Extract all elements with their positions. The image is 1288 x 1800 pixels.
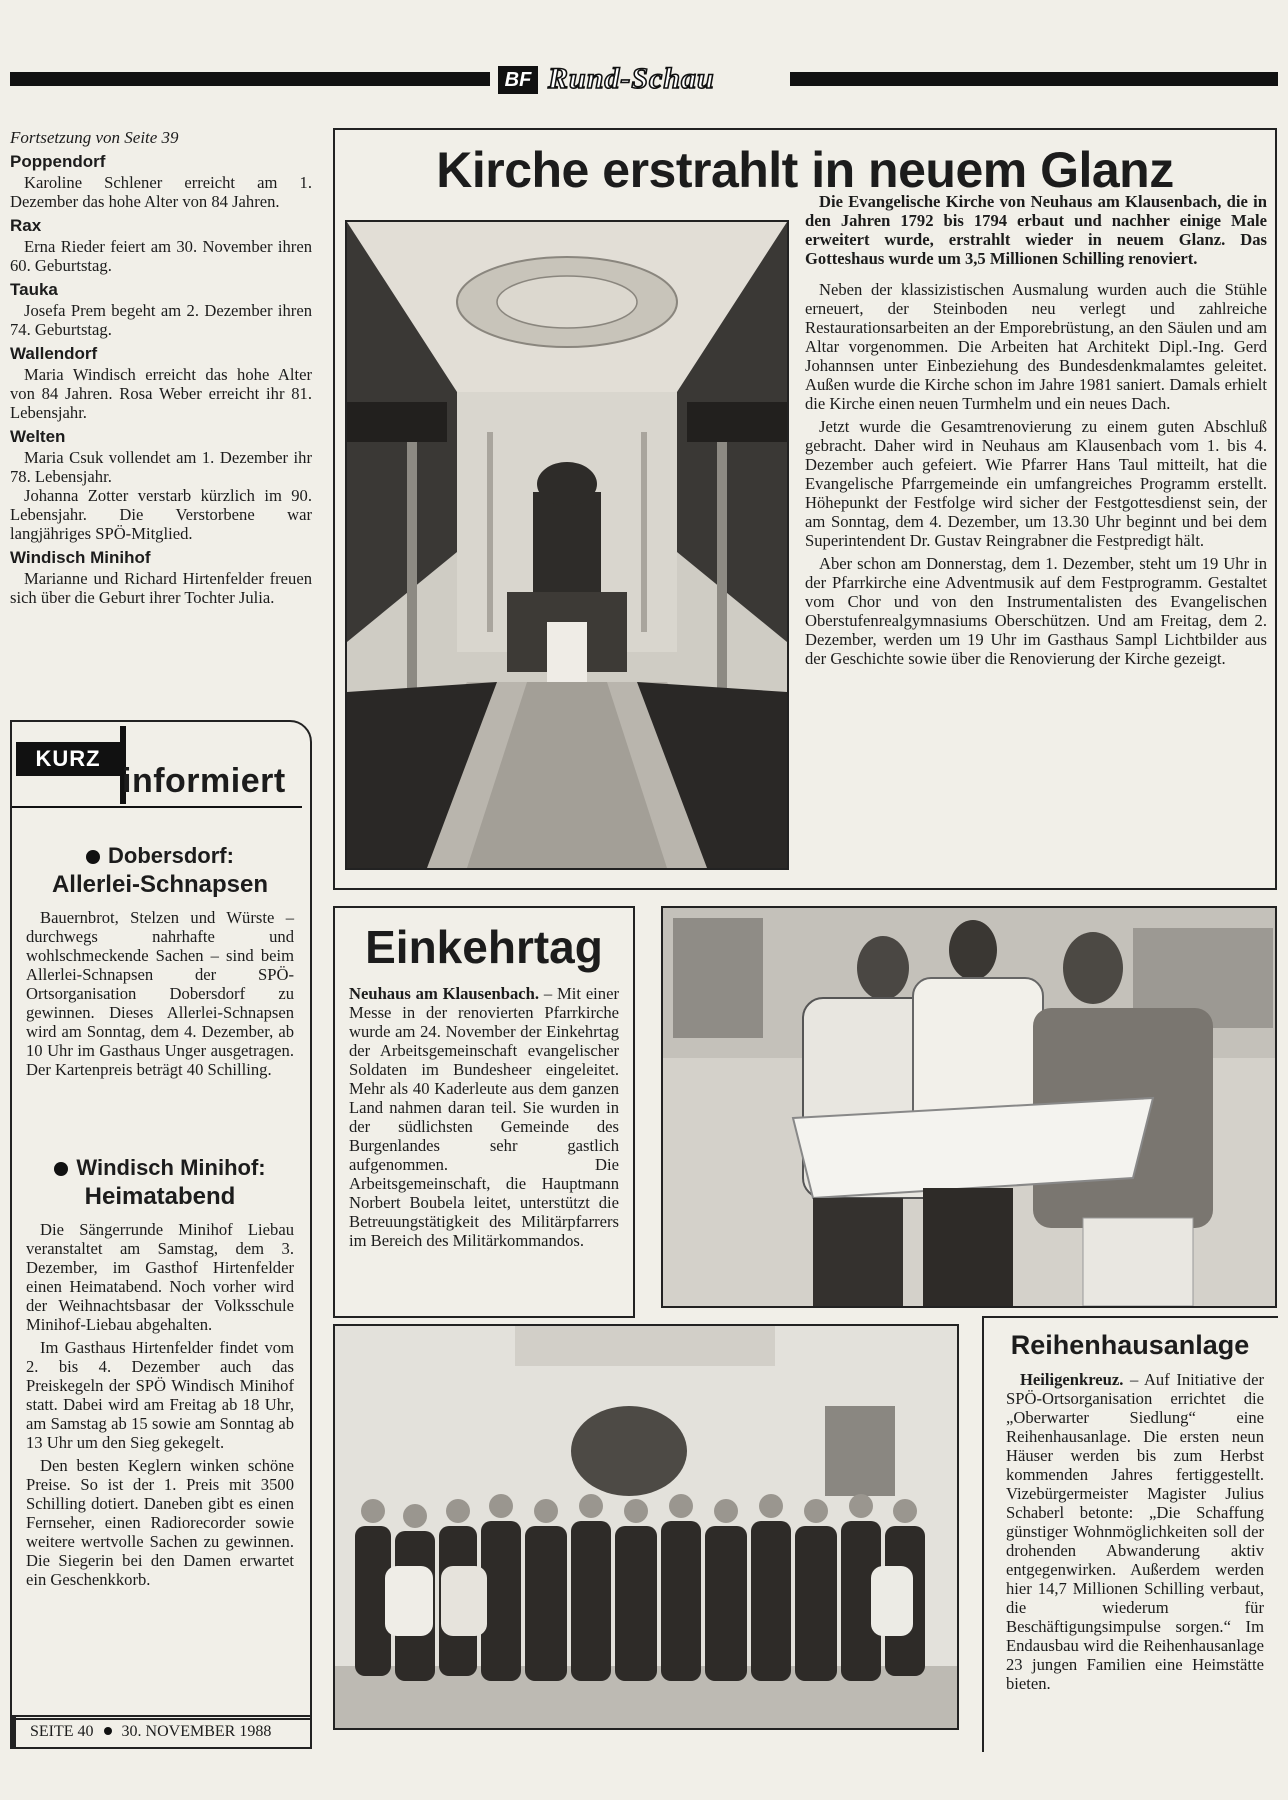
kurz-item-1 (26, 842, 294, 1079)
header-rule-right (790, 72, 1278, 86)
reihenhaus-headline: Reihenhausanlage (1010, 1330, 1250, 1360)
kirche-article-box (333, 128, 1277, 890)
place-heading: Wallendorf (10, 344, 98, 363)
einkehrtag-headline: Einkehrtag (365, 921, 603, 973)
header-rule-left (10, 72, 490, 86)
men-reading-plan-photo (661, 906, 1277, 1308)
place-heading: Windisch Minihof (10, 548, 151, 567)
kirche-headline: Kirche erstrahlt in neuem Glanz (436, 142, 1174, 198)
kirche-lead: Die Evangelische Kirche von Neuhaus am Klausenbach, die in den Jahren 1792 bis 1794 erbaut und nachher einige Male erweitert wurde, erstrahlt wieder in neuem Glanz. Das Gotteshaus wurde um 3,5 Millionen Schilling renoviert. (805, 192, 1267, 268)
reihenhaus-article-box (982, 1316, 1278, 1752)
einkehrtag-text (349, 984, 619, 1250)
birthday-entry: Maria Csuk vollendet am 1. Dezember ihr 78. Lebensjahr. (10, 448, 312, 486)
birthday-entry: Josefa Prem begeht am 2. Dezember ihren 74. Geburtstag. (10, 301, 312, 339)
item-heading: Heimatabend (84, 1183, 236, 1210)
birthday-entry: Maria Windisch erreicht das hohe Alter von 84 Jahren. Rosa Weber erreicht ihr 81. Lebensjahr. (10, 365, 312, 422)
place-heading: Welten (10, 427, 66, 446)
header-logo (496, 64, 788, 98)
kirche-paragraph: Neben der klassizistischen Ausmalung wurden auch die Stühle erneuert, der Steinboden neu verlegt und zahlreiche Restaurationsarbeiten an der Emporebrüstung, an den Säulen und am Altar vorgenommen. Die Arbeiten hat Architekt Dipl.-Ing. Gerd Johannsen unter Einbeziehung des Bundesdenkmalamtes geleitet. Außen wurde die Kirche schon im Jahre 1981 saniert. Damals erhielt die Kirche einen neuen Turmhelm und ein neues Dach. (805, 280, 1267, 413)
item-text: Im Gasthaus Hirtenfelder findet vom 2. bis 4. Dezember auch das Preiskegeln der SPÖ Windisch Minihof statt. Dabei wird am Freitag ab 18 Uhr, am Samstag ab 15 sowie am Sonntag ab 13 Uhr um den Sieg gekegelt. (26, 1338, 294, 1452)
logo-bf: BF (498, 66, 538, 94)
einkehrtag-article-box (333, 906, 635, 1318)
birthday-entry: Erna Rieder feiert am 30. November ihren 60. Geburtstag. (10, 237, 312, 275)
group-photo-soldiers (333, 1324, 959, 1730)
birthday-entry: Karoline Schlener erreicht am 1. Dezember das hohe Alter von 84 Jahren. (10, 173, 312, 211)
kirche-paragraph: Jetzt wurde die Gesamtrenovierung zu einem guten Abschluß gebracht. Daher wird in Neuhaus am Klausenbach vom 1. bis 4. Dezember auch gefeiert. Wie Pfarrer Hans Taul mitteilt, hat die Evangelische Pfarrgemeinde ein umfangreiches Programm erstellt. Höhepunkt der Festfolge wird sicher der Festgottesdienst sein, der am Sonntag, dem 4. Dezember, um 13.30 Uhr beginnt und bei dem Superintendent Dr. Gustav Reingrabner die Festpredigt hält. (805, 417, 1267, 550)
church-interior-illustration (347, 222, 787, 868)
place-heading: Poppendorf (10, 152, 106, 171)
reihenhaus-body: – Auf Initiative der SPÖ-Ortsorganisation errichtet die „Oberwarter Siedlung“ eine Reihenhausanlage. Die ersten neun Häuser werden bis zum Herbst kommenden Jahres fertiggestellt. Vizebürgermeister Magister Julius Schaberl betonte: „Die Schaffung günstiger Wohnmöglichkeiten soll der drohenden Abwanderung aktiv entgegenwirken. Außerdem werden hier 14,7 Millionen Schilling verbaut, die wiederum für Beschäftigungsimpulse sorgen.“ Im Endausbau wird die Reihenhausanlage 23 jungen Familien eine Heimstätte bieten. (1006, 1370, 1264, 1693)
kirche-body (805, 192, 1267, 672)
kurz-informiert-box (10, 720, 312, 1720)
item-text: Die Sängerrunde Minihof Liebau veranstaltet am Samstag, dem 3. Dezember, im Gasthof Hirtenfelder einen Heimatabend. Noch vorher wird der Weihnachtsbasar der Volksschule Minihof-Liebau abgehalten. (26, 1220, 294, 1334)
item-text: Den besten Keglern winken schöne Preise. So ist der 1. Preis mit 3500 Schilling dotiert. Daneben gibt es einen Fernseher, einen Radiorecorder sowie weitere wertvolle Sachen zu gewinnen. Die Siegerin bei den Damen erwartet ein Geschenkkorb. (26, 1456, 294, 1589)
item-heading: Allerlei-Schnapsen (51, 871, 269, 898)
item-heading: Windisch Minihof: (26, 1154, 294, 1182)
informiert-label: informiert (122, 762, 286, 800)
birthday-entry: Marianne und Richard Hirtenfelder freuen sich über die Geburt ihrer Tochter Julia. (10, 569, 312, 607)
church-interior-photo (345, 220, 789, 870)
bullet-icon (86, 850, 100, 864)
item-text: Bauernbrot, Stelzen und Würste – durchwegs nahrhafte und wohlschmeckende Sachen – sind beim Allerlei-Schnapsen der SPÖ-Ortsorganisation Dobersdorf zu gewinnen. Dieses Allerlei-Schnapsen wird am Sonntag, dem 4. Dezember, ab 10 Uhr im Gasthaus Unger ausgetragen. Der Kartenpreis beträgt 40 Schilling. (26, 908, 294, 1079)
birthday-column (10, 128, 312, 611)
kurz-item-2 (26, 1154, 294, 1593)
men-reading-plan-illustration (663, 908, 1275, 1306)
page-number: SEITE 40 (30, 1723, 94, 1740)
bullet-icon (54, 1162, 68, 1176)
page-footer (10, 1715, 312, 1749)
item-text-block (26, 1220, 294, 1589)
kurz-banner (16, 742, 120, 776)
bullet-icon (104, 1727, 112, 1735)
place-heading: Rax (10, 216, 42, 235)
place-heading: Tauka (10, 280, 58, 299)
continued-note: Fortsetzung von Seite 39 (10, 128, 179, 147)
birthday-entry: Johanna Zotter verstarb kürzlich im 90. Lebensjahr. Die Verstorbene war langjähriges SPÖ-Mitglied. (10, 486, 312, 543)
kurz-header-rule (12, 806, 302, 808)
item-heading: Dobersdorf: (26, 842, 294, 870)
einkehrtag-body: – Mit einer Messe in der renovierten Pfarrkirche wurde am 24. November der Einkehrtag der Arbeitsgemeinschaft evangelischer Soldaten im Bundesheer eingeleitet. Mehr als 40 Kaderleute aus dem ganzen Land nahmen daran teil. Sie wurden in der südlichsten Gemeinde des Burgenlandes sehr gastlich aufgenommen. Die Arbeitsgemeinschaft, die Hauptmann Norbert Boubela leitet, unterstützt die Betreuungstätigkeit des Militärpfarrers im Bereich des Militärkommandos. (349, 984, 619, 1250)
kurz-label: KURZ (35, 746, 101, 771)
group-photo-illustration (335, 1326, 957, 1728)
dateline: Neuhaus am Klausenbach. (349, 984, 539, 1003)
issue-date: 30. NOVEMBER 1988 (121, 1723, 272, 1740)
dateline: Heiligenkreuz. (1020, 1370, 1124, 1389)
kirche-paragraph: Aber schon am Donnerstag, dem 1. Dezember, steht um 19 Uhr in der Pfarrkirche eine Adventmusik auf dem Festprogramm. Gestaltet vom Chor und von den Instrumentalisten des Evangelischen Oberstufenrealgymnasiums Oberschützen. Und am Freitag, dem 2. Dezember, werden um 19 Uhr im Gasthaus Sampl Lichtbilder aus der Geschichte sowie über die Renovierung der Kirche gezeigt. (805, 554, 1267, 668)
reihenhaus-text (1006, 1370, 1264, 1693)
section-title: Rund-Schau (548, 62, 715, 95)
